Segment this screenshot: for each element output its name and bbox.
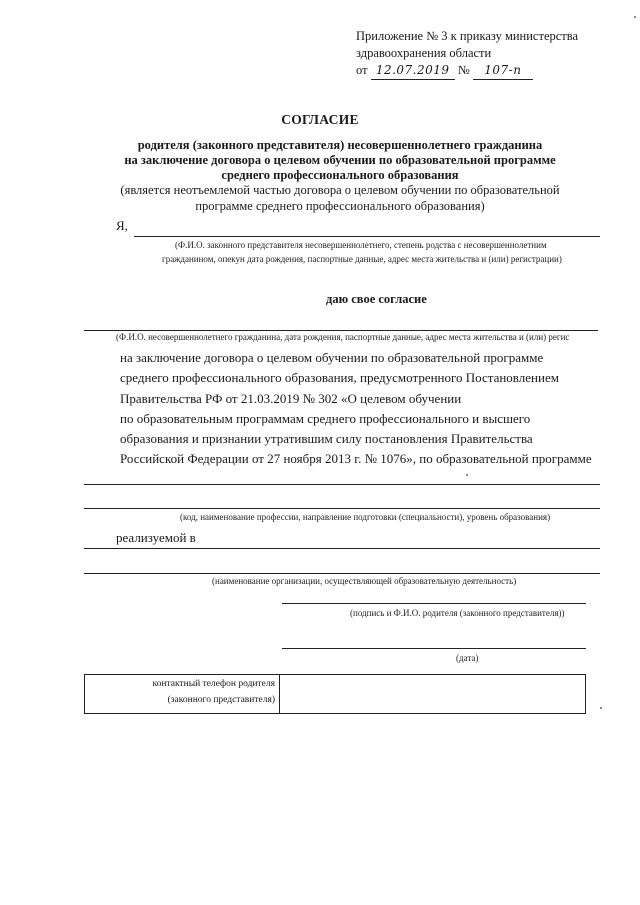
scan-speck [600, 707, 602, 709]
body-line-4: по образовательным программам среднего профессионального и высшего [120, 411, 531, 426]
appendix-date-line [356, 62, 578, 80]
headline-line-2: на заключение договора о целевом обучении по образовательной программе [124, 153, 556, 167]
document-title: СОГЛАСИЕ [281, 112, 359, 127]
contact-phone-table [84, 674, 586, 714]
number-prefix: № [457, 63, 470, 77]
body-line-6: Российской Федерации от 27 ноября 2013 г. № 1076», по образовательной программе [120, 451, 592, 466]
subline-line-1: (является неотъемлемой частью договора о целевом обучении по образовательной [120, 183, 560, 197]
date-fill-line [282, 648, 586, 649]
handwritten-number: 107-n [473, 62, 533, 80]
body-line-5: образования и признании утратившим силу постановления Правительства [120, 431, 533, 446]
program-fill-line-1 [84, 484, 600, 485]
org-fill-line-2 [84, 573, 600, 574]
caption-date: (дата) [456, 653, 479, 663]
org-fill-line-1 [84, 548, 600, 549]
minor-fill-line [84, 330, 598, 331]
caption-org: (наименование организации, осуществляющей образовательную деятельность) [212, 576, 517, 586]
caption-parent-2: гражданином, опекун дата рождения, паспортные данные, адрес места жительства и (или) регистрации) [162, 254, 562, 264]
body-line-2: среднего профессионального образования, предусмотренного Постановлением [120, 370, 559, 385]
appendix-line-1: Приложение № 3 к приказу министерства [356, 29, 579, 43]
contact-phone-label-1: контактный телефон родителя [152, 679, 275, 689]
headline-line-1: родителя (законного представителя) несовершеннолетнего гражданина [137, 138, 543, 152]
appendix-header [356, 28, 578, 80]
caption-signature: (подпись и Ф.И.О. родителя (законного представителя)) [350, 608, 565, 618]
caption-minor: (Ф.И.О. несовершеннолетнего гражданина, дата рождения, паспортные данные, адрес места жительства и (или) регис [116, 332, 570, 342]
subline-line-2: программе среднего профессионального образования) [195, 199, 485, 213]
body-line-3: Правительства РФ от 21.03.2019 № 302 «О целевом обучении [120, 391, 462, 406]
body-line-1: на заключение договора о целевом обучении по образовательной программе [120, 350, 544, 365]
consent-phrase: даю свое согласие [326, 292, 427, 306]
contact-phone-label-2: (законного представителя) [167, 695, 275, 705]
date-prefix: от [356, 63, 368, 77]
caption-parent-1: (Ф.И.О. законного представителя несовершеннолетнего, степень родства с несовершеннолетним [175, 240, 547, 250]
headline-line-3: среднего профессионального образования [221, 168, 459, 182]
parent-fill-line [134, 236, 600, 237]
appendix-line-2: здравоохранения области [356, 46, 492, 60]
scan-speck [466, 474, 468, 476]
program-fill-line-2 [84, 508, 600, 509]
scan-speck [634, 16, 636, 18]
implemented-in-label: реализуемой в [116, 530, 196, 545]
caption-program: (код, наименование профессии, направление подготовки (специальности), уровень образования) [180, 512, 551, 522]
handwritten-date: 12.07.2019 [371, 62, 455, 80]
contact-phone-label-cell [85, 675, 280, 713]
ya-label: Я, [116, 218, 128, 233]
signature-fill-line [282, 603, 586, 604]
